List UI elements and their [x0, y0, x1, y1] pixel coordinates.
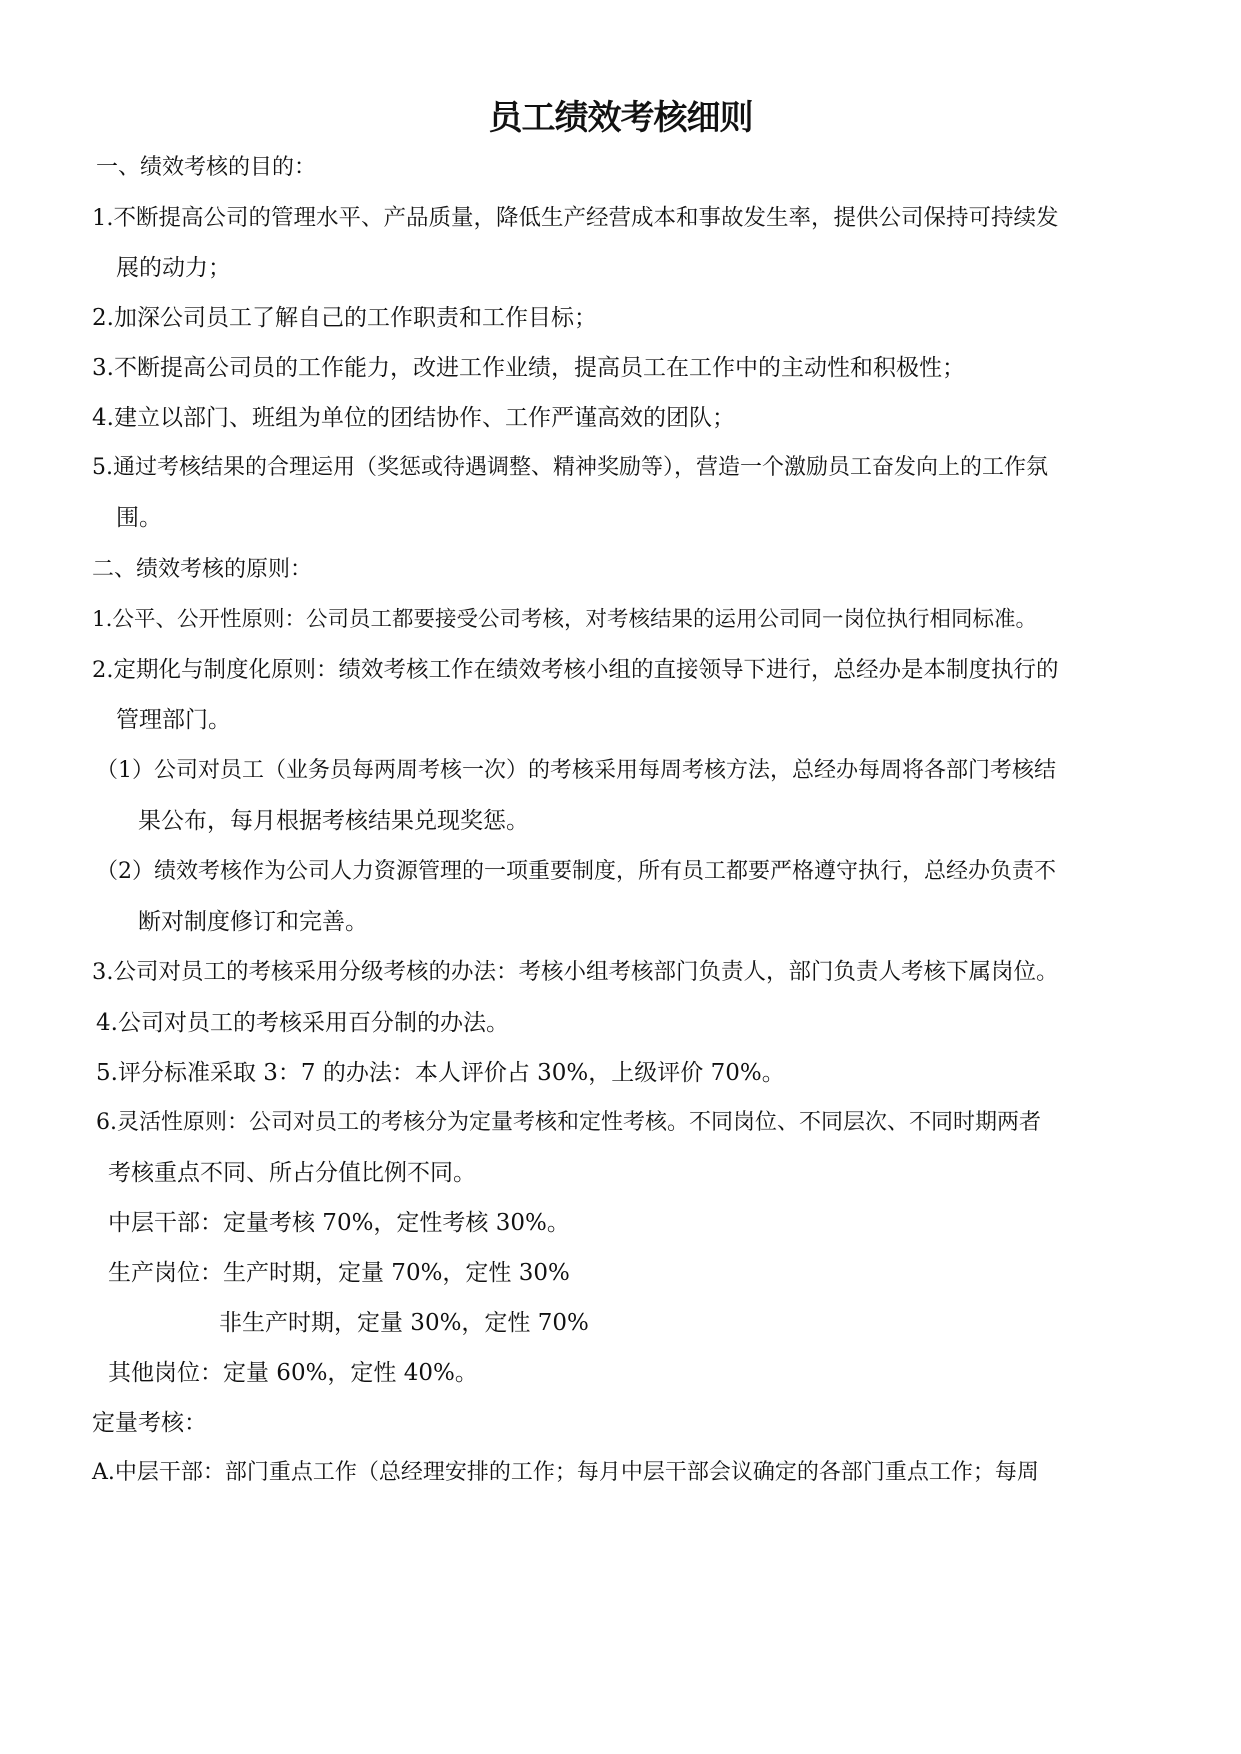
- principle-item-5: 5.评分标准采取 3：7 的办法：本人评价占 30%，上级评价 70%。: [96, 1060, 785, 1086]
- purpose-item-1-cont: 展的动力；: [116, 255, 231, 281]
- ratio-other-positions: 其他岗位：定量 60%，定性 40%。: [108, 1360, 478, 1386]
- purpose-item-1: 1.不断提高公司的管理水平、产品质量，降低生产经营成本和事故发生率，提供公司保持可持续发: [92, 205, 1059, 231]
- purpose-item-4: 4.建立以部门、班组为单位的团结协作、工作严谨高效的团队；: [92, 405, 735, 431]
- purpose-item-3: 3.不断提高公司员的工作能力，改进工作业绩，提高员工在工作中的主动性和积极性；: [92, 355, 965, 381]
- principle-item-2-cont: 管理部门。: [116, 707, 231, 733]
- principle-sub-1: （1）公司对员工（业务员每两周考核一次）的考核采用每周考核方法，总经办每周将各部门考核结: [96, 758, 1057, 783]
- ratio-production-season: 生产岗位：生产时期，定量 70%，定性 30%: [108, 1260, 570, 1286]
- principle-item-6: 6.灵活性原则：公司对员工的考核分为定量考核和定性考核。不同岗位、不同层次、不同时期两者: [96, 1110, 1041, 1135]
- section-heading-purpose: 一、绩效考核的目的：: [96, 155, 317, 180]
- page-title: 员工绩效考核细则: [488, 98, 753, 138]
- ratio-middle-managers: 中层干部：定量考核 70%，定性考核 30%。: [108, 1210, 570, 1236]
- ratio-production-offseason: 非生产时期，定量 30%，定性 70%: [219, 1310, 589, 1336]
- purpose-item-2: 2.加深公司员工了解自己的工作职责和工作目标；: [92, 305, 597, 331]
- section-heading-quantitative: 定量考核：: [92, 1410, 207, 1436]
- principle-item-1: 1.公平、公开性原则：公司员工都要接受公司考核，对考核结果的运用公司同一岗位执行相同标准。: [92, 607, 1038, 632]
- principle-item-6-cont: 考核重点不同、所占分值比例不同。: [108, 1160, 476, 1186]
- quantitative-item-a: A.中层干部：部门重点工作（总经理安排的工作；每月中层干部会议确定的各部门重点工作；每周: [92, 1460, 1039, 1485]
- principle-sub-1-cont: 果公布，每月根据考核结果兑现奖惩。: [138, 808, 529, 834]
- section-heading-principles: 二、绩效考核的原则：: [92, 557, 313, 582]
- purpose-item-5: 5.通过考核结果的合理运用（奖惩或待遇调整、精神奖励等），营造一个激励员工奋发向上的工作氛: [92, 455, 1048, 480]
- principle-item-3: 3.公司对员工的考核采用分级考核的办法：考核小组考核部门负责人，部门负责人考核下属岗位。: [92, 959, 1059, 985]
- principle-sub-2-cont: 断对制度修订和完善。: [138, 909, 368, 935]
- principle-item-4: 4.公司对员工的考核采用百分制的办法。: [96, 1010, 509, 1036]
- principle-sub-2: （2）绩效考核作为公司人力资源管理的一项重要制度，所有员工都要严格遵守执行，总经办负责不: [96, 859, 1057, 884]
- purpose-item-5-cont: 围。: [116, 505, 162, 531]
- principle-item-2: 2.定期化与制度化原则：绩效考核工作在绩效考核小组的直接领导下进行，总经办是本制度执行的: [92, 657, 1059, 683]
